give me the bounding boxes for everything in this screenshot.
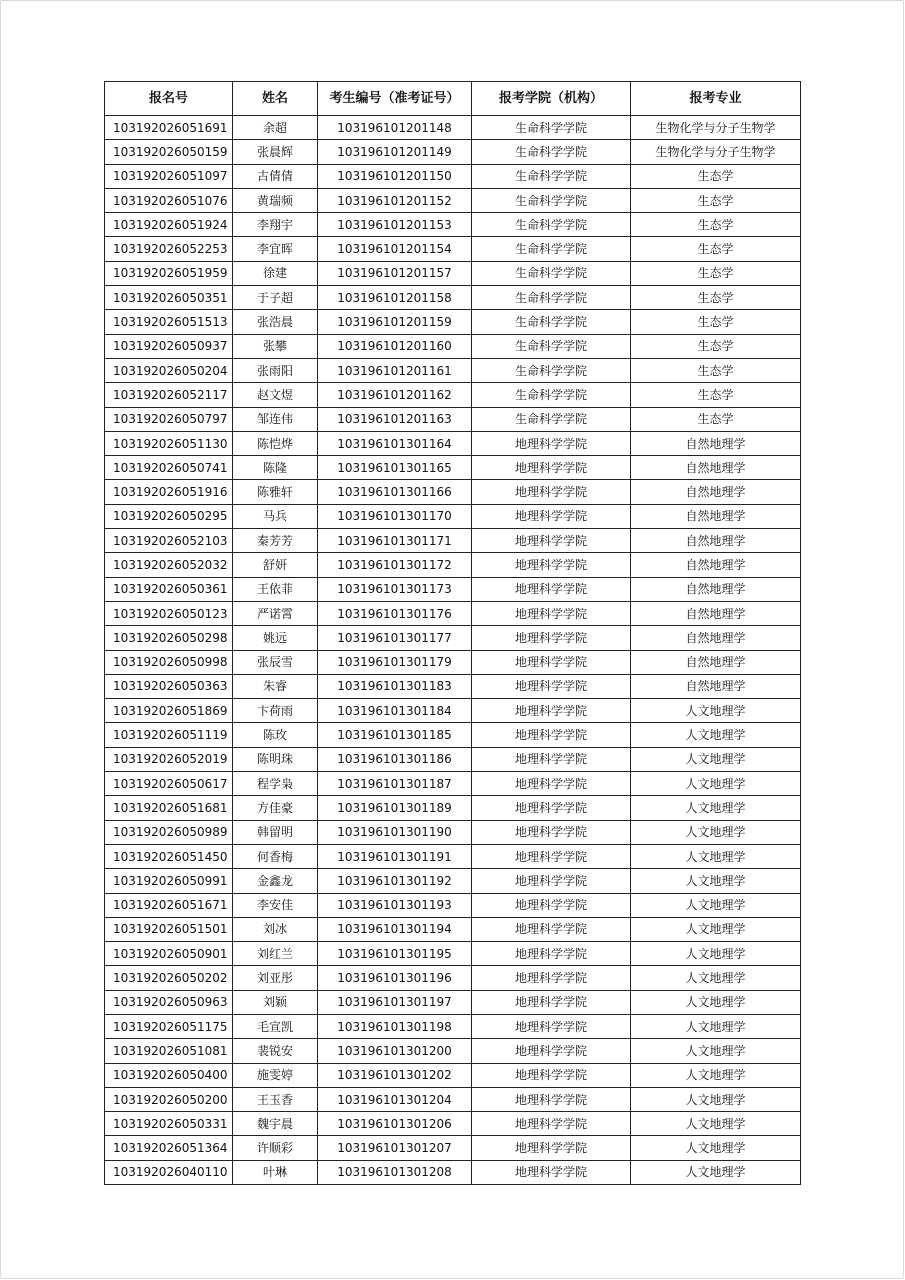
candidate-number-cell: 103196101301171 — [318, 529, 472, 553]
table-row — [105, 310, 801, 334]
candidate-number-cell: 103196101301166 — [318, 480, 472, 504]
registration-number-cell: 103192026051450 — [105, 844, 233, 868]
college-cell: 生命科学学院 — [472, 358, 631, 382]
table-row — [105, 1063, 801, 1087]
registration-number-cell: 103192026050298 — [105, 626, 233, 650]
table-row — [105, 601, 801, 625]
name-cell: 刘冰 — [233, 917, 318, 941]
table-row — [105, 699, 801, 723]
name-cell: 马兵 — [233, 504, 318, 528]
name-cell: 叶琳 — [233, 1160, 318, 1184]
college-cell: 地理科学学院 — [472, 626, 631, 650]
major-cell: 人文地理学 — [631, 1087, 801, 1111]
college-cell: 生命科学学院 — [472, 140, 631, 164]
name-cell: 李翔宇 — [233, 213, 318, 237]
candidate-number-cell: 103196101201159 — [318, 310, 472, 334]
table-row — [105, 480, 801, 504]
table-row — [105, 796, 801, 820]
registration-number-cell: 103192026050202 — [105, 966, 233, 990]
name-cell: 刘颖 — [233, 990, 318, 1014]
candidate-number-cell: 103196101301197 — [318, 990, 472, 1014]
college-cell: 地理科学学院 — [472, 869, 631, 893]
major-cell: 人文地理学 — [631, 1112, 801, 1136]
name-cell: 黄瑞频 — [233, 188, 318, 212]
candidate-number-cell: 103196101301198 — [318, 1014, 472, 1038]
major-cell: 生态学 — [631, 164, 801, 188]
candidate-number-cell: 103196101301189 — [318, 796, 472, 820]
table-row — [105, 261, 801, 285]
table-row — [105, 1112, 801, 1136]
college-cell: 地理科学学院 — [472, 1112, 631, 1136]
candidate-number-cell: 103196101201161 — [318, 358, 472, 382]
college-cell: 地理科学学院 — [472, 456, 631, 480]
college-cell: 地理科学学院 — [472, 674, 631, 698]
name-cell: 古倩倩 — [233, 164, 318, 188]
college-cell: 生命科学学院 — [472, 261, 631, 285]
major-cell: 人文地理学 — [631, 869, 801, 893]
name-cell: 刘亚彤 — [233, 966, 318, 990]
table-row — [105, 1014, 801, 1038]
table-row — [105, 553, 801, 577]
table-body — [105, 116, 801, 1185]
college-cell: 地理科学学院 — [472, 431, 631, 455]
candidate-number-cell: 103196101201149 — [318, 140, 472, 164]
major-cell: 人文地理学 — [631, 699, 801, 723]
admission-roster-table — [104, 81, 801, 1185]
candidate-number-cell: 103196101301187 — [318, 772, 472, 796]
major-cell: 自然地理学 — [631, 456, 801, 480]
header-major: 报考专业 — [631, 82, 801, 116]
candidate-number-cell: 103196101301165 — [318, 456, 472, 480]
college-cell: 地理科学学院 — [472, 504, 631, 528]
table-row — [105, 213, 801, 237]
name-cell: 秦芳芳 — [233, 529, 318, 553]
name-cell: 毛宣凯 — [233, 1014, 318, 1038]
registration-number-cell: 103192026051364 — [105, 1136, 233, 1160]
college-cell: 地理科学学院 — [472, 723, 631, 747]
table-row — [105, 1160, 801, 1184]
name-cell: 徐建 — [233, 261, 318, 285]
college-cell: 地理科学学院 — [472, 1014, 631, 1038]
candidate-number-cell: 103196101201160 — [318, 334, 472, 358]
table-row — [105, 1136, 801, 1160]
major-cell: 自然地理学 — [631, 577, 801, 601]
registration-number-cell: 103192026050901 — [105, 942, 233, 966]
table-row — [105, 820, 801, 844]
major-cell: 自然地理学 — [631, 626, 801, 650]
name-cell: 邹连伟 — [233, 407, 318, 431]
college-cell: 地理科学学院 — [472, 844, 631, 868]
table-row — [105, 990, 801, 1014]
candidate-number-cell: 103196101301193 — [318, 893, 472, 917]
major-cell: 生态学 — [631, 407, 801, 431]
table-row — [105, 917, 801, 941]
name-cell: 施雯婷 — [233, 1063, 318, 1087]
candidate-number-cell: 103196101301170 — [318, 504, 472, 528]
college-cell: 地理科学学院 — [472, 1063, 631, 1087]
table-row — [105, 747, 801, 771]
name-cell: 裴锐安 — [233, 1039, 318, 1063]
registration-number-cell: 103192026051097 — [105, 164, 233, 188]
major-cell: 自然地理学 — [631, 529, 801, 553]
registration-number-cell: 103192026050295 — [105, 504, 233, 528]
candidate-number-cell: 103196101301195 — [318, 942, 472, 966]
candidate-number-cell: 103196101301207 — [318, 1136, 472, 1160]
registration-number-cell: 103192026051924 — [105, 213, 233, 237]
major-cell: 人文地理学 — [631, 1136, 801, 1160]
college-cell: 生命科学学院 — [472, 310, 631, 334]
table-row — [105, 237, 801, 261]
name-cell: 张晨辉 — [233, 140, 318, 164]
registration-number-cell: 103192026050741 — [105, 456, 233, 480]
table-row — [105, 1039, 801, 1063]
registration-number-cell: 103192026050351 — [105, 286, 233, 310]
name-cell: 陈明珠 — [233, 747, 318, 771]
registration-number-cell: 103192026050200 — [105, 1087, 233, 1111]
registration-number-cell: 103192026050400 — [105, 1063, 233, 1087]
table-row — [105, 383, 801, 407]
registration-number-cell: 103192026051916 — [105, 480, 233, 504]
table-row — [105, 942, 801, 966]
candidate-number-cell: 103196101301179 — [318, 650, 472, 674]
table-row — [105, 407, 801, 431]
registration-number-cell: 103192026051081 — [105, 1039, 233, 1063]
candidate-number-cell: 103196101201152 — [318, 188, 472, 212]
header-name: 姓名 — [233, 82, 318, 116]
college-cell: 生命科学学院 — [472, 237, 631, 261]
college-cell: 地理科学学院 — [472, 577, 631, 601]
name-cell: 金鑫龙 — [233, 869, 318, 893]
college-cell: 生命科学学院 — [472, 188, 631, 212]
name-cell: 舒妍 — [233, 553, 318, 577]
registration-number-cell: 103192026052253 — [105, 237, 233, 261]
table-row — [105, 723, 801, 747]
table-row — [105, 577, 801, 601]
table-row — [105, 286, 801, 310]
candidate-number-cell: 103196101301202 — [318, 1063, 472, 1087]
name-cell: 张辰雪 — [233, 650, 318, 674]
college-cell: 地理科学学院 — [472, 796, 631, 820]
college-cell: 生命科学学院 — [472, 334, 631, 358]
registration-number-cell: 103192026052117 — [105, 383, 233, 407]
candidate-number-cell: 103196101201163 — [318, 407, 472, 431]
registration-number-cell: 103192026040110 — [105, 1160, 233, 1184]
college-cell: 地理科学学院 — [472, 529, 631, 553]
table-row — [105, 1087, 801, 1111]
name-cell: 于子超 — [233, 286, 318, 310]
major-cell: 人文地理学 — [631, 1063, 801, 1087]
registration-number-cell: 103192026051130 — [105, 431, 233, 455]
table-header-row — [105, 82, 801, 116]
registration-number-cell: 103192026050204 — [105, 358, 233, 382]
candidate-number-cell: 103196101301173 — [318, 577, 472, 601]
registration-number-cell: 103192026051869 — [105, 699, 233, 723]
college-cell: 生命科学学院 — [472, 213, 631, 237]
candidate-number-cell: 103196101201157 — [318, 261, 472, 285]
name-cell: 姚远 — [233, 626, 318, 650]
name-cell: 卞荷雨 — [233, 699, 318, 723]
major-cell: 人文地理学 — [631, 990, 801, 1014]
major-cell: 人文地理学 — [631, 1014, 801, 1038]
name-cell: 魏宇晨 — [233, 1112, 318, 1136]
table-row — [105, 456, 801, 480]
major-cell: 生物化学与分子生物学 — [631, 140, 801, 164]
registration-number-cell: 103192026050998 — [105, 650, 233, 674]
name-cell: 余超 — [233, 116, 318, 140]
table-row — [105, 164, 801, 188]
table-row — [105, 844, 801, 868]
registration-number-cell: 103192026051959 — [105, 261, 233, 285]
major-cell: 自然地理学 — [631, 553, 801, 577]
candidate-number-cell: 103196101201162 — [318, 383, 472, 407]
table-row — [105, 650, 801, 674]
major-cell: 人文地理学 — [631, 772, 801, 796]
college-cell: 地理科学学院 — [472, 650, 631, 674]
registration-number-cell: 103192026050937 — [105, 334, 233, 358]
registration-number-cell: 103192026052032 — [105, 553, 233, 577]
candidate-number-cell: 103196101201154 — [318, 237, 472, 261]
candidate-number-cell: 103196101201148 — [318, 116, 472, 140]
table-row — [105, 358, 801, 382]
college-cell: 地理科学学院 — [472, 1160, 631, 1184]
major-cell: 生态学 — [631, 237, 801, 261]
name-cell: 赵文煜 — [233, 383, 318, 407]
major-cell: 人文地理学 — [631, 917, 801, 941]
major-cell: 生态学 — [631, 334, 801, 358]
candidate-number-cell: 103196101301196 — [318, 966, 472, 990]
table-row — [105, 869, 801, 893]
college-cell: 地理科学学院 — [472, 601, 631, 625]
candidate-number-cell: 103196101301206 — [318, 1112, 472, 1136]
major-cell: 自然地理学 — [631, 480, 801, 504]
major-cell: 生态学 — [631, 310, 801, 334]
registration-number-cell: 103192026050331 — [105, 1112, 233, 1136]
major-cell: 人文地理学 — [631, 747, 801, 771]
major-cell: 生态学 — [631, 188, 801, 212]
major-cell: 生态学 — [631, 358, 801, 382]
major-cell: 人文地理学 — [631, 723, 801, 747]
name-cell: 陈雅轩 — [233, 480, 318, 504]
registration-number-cell: 103192026050159 — [105, 140, 233, 164]
college-cell: 地理科学学院 — [472, 893, 631, 917]
table-row — [105, 893, 801, 917]
name-cell: 李宜晖 — [233, 237, 318, 261]
table-row — [105, 626, 801, 650]
college-cell: 地理科学学院 — [472, 553, 631, 577]
registration-number-cell: 103192026050963 — [105, 990, 233, 1014]
header-candidate-number: 考生编号（准考证号） — [318, 82, 472, 116]
candidate-number-cell: 103196101301184 — [318, 699, 472, 723]
major-cell: 自然地理学 — [631, 504, 801, 528]
candidate-number-cell: 103196101301192 — [318, 869, 472, 893]
name-cell: 陈恺烨 — [233, 431, 318, 455]
name-cell: 张浩晨 — [233, 310, 318, 334]
registration-number-cell: 103192026050361 — [105, 577, 233, 601]
candidate-number-cell: 103196101301172 — [318, 553, 472, 577]
candidate-number-cell: 103196101301164 — [318, 431, 472, 455]
college-cell: 地理科学学院 — [472, 1039, 631, 1063]
table-row — [105, 140, 801, 164]
college-cell: 生命科学学院 — [472, 407, 631, 431]
name-cell: 刘红兰 — [233, 942, 318, 966]
table-row — [105, 116, 801, 140]
major-cell: 人文地理学 — [631, 966, 801, 990]
table-row — [105, 334, 801, 358]
table-row — [105, 772, 801, 796]
registration-number-cell: 103192026051681 — [105, 796, 233, 820]
registration-number-cell: 103192026051119 — [105, 723, 233, 747]
college-cell: 地理科学学院 — [472, 699, 631, 723]
college-cell: 地理科学学院 — [472, 480, 631, 504]
registration-number-cell: 103192026051175 — [105, 1014, 233, 1038]
candidate-number-cell: 103196101301176 — [318, 601, 472, 625]
major-cell: 生态学 — [631, 213, 801, 237]
candidate-number-cell: 103196101201150 — [318, 164, 472, 188]
candidate-number-cell: 103196101301177 — [318, 626, 472, 650]
registration-number-cell: 103192026050991 — [105, 869, 233, 893]
name-cell: 王依菲 — [233, 577, 318, 601]
candidate-number-cell: 103196101301194 — [318, 917, 472, 941]
name-cell: 陈隆 — [233, 456, 318, 480]
major-cell: 自然地理学 — [631, 674, 801, 698]
table-row — [105, 504, 801, 528]
major-cell: 人文地理学 — [631, 820, 801, 844]
table-row — [105, 529, 801, 553]
registration-number-cell: 103192026050363 — [105, 674, 233, 698]
name-cell: 严诺霄 — [233, 601, 318, 625]
table-row — [105, 431, 801, 455]
college-cell: 生命科学学院 — [472, 383, 631, 407]
name-cell: 程学枭 — [233, 772, 318, 796]
major-cell: 生态学 — [631, 286, 801, 310]
name-cell: 张攀 — [233, 334, 318, 358]
registration-number-cell: 103192026051501 — [105, 917, 233, 941]
college-cell: 生命科学学院 — [472, 116, 631, 140]
college-cell: 地理科学学院 — [472, 990, 631, 1014]
registration-number-cell: 103192026052019 — [105, 747, 233, 771]
major-cell: 自然地理学 — [631, 601, 801, 625]
registration-number-cell: 103192026051691 — [105, 116, 233, 140]
name-cell: 许顺彩 — [233, 1136, 318, 1160]
registration-number-cell: 103192026051513 — [105, 310, 233, 334]
major-cell: 人文地理学 — [631, 893, 801, 917]
registration-number-cell: 103192026050617 — [105, 772, 233, 796]
major-cell: 生态学 — [631, 383, 801, 407]
major-cell: 自然地理学 — [631, 650, 801, 674]
candidate-number-cell: 103196101301186 — [318, 747, 472, 771]
college-cell: 地理科学学院 — [472, 942, 631, 966]
major-cell: 自然地理学 — [631, 431, 801, 455]
college-cell: 地理科学学院 — [472, 772, 631, 796]
major-cell: 人文地理学 — [631, 796, 801, 820]
college-cell: 生命科学学院 — [472, 286, 631, 310]
candidate-number-cell: 103196101301204 — [318, 1087, 472, 1111]
name-cell: 陈玫 — [233, 723, 318, 747]
major-cell: 人文地理学 — [631, 844, 801, 868]
name-cell: 王玉香 — [233, 1087, 318, 1111]
name-cell: 张雨阳 — [233, 358, 318, 382]
registration-number-cell: 103192026050797 — [105, 407, 233, 431]
candidate-number-cell: 103196101301183 — [318, 674, 472, 698]
candidate-number-cell: 103196101301190 — [318, 820, 472, 844]
major-cell: 生物化学与分子生物学 — [631, 116, 801, 140]
major-cell: 生态学 — [631, 261, 801, 285]
college-cell: 生命科学学院 — [472, 164, 631, 188]
registration-number-cell: 103192026052103 — [105, 529, 233, 553]
registration-number-cell: 103192026050123 — [105, 601, 233, 625]
registration-number-cell: 103192026051671 — [105, 893, 233, 917]
name-cell: 韩留明 — [233, 820, 318, 844]
header-college: 报考学院（机构） — [472, 82, 631, 116]
table-row — [105, 966, 801, 990]
major-cell: 人文地理学 — [631, 942, 801, 966]
college-cell: 地理科学学院 — [472, 747, 631, 771]
college-cell: 地理科学学院 — [472, 820, 631, 844]
name-cell: 方佳豪 — [233, 796, 318, 820]
table-row — [105, 188, 801, 212]
major-cell: 人文地理学 — [631, 1039, 801, 1063]
table-row — [105, 674, 801, 698]
candidate-number-cell: 103196101301185 — [318, 723, 472, 747]
college-cell: 地理科学学院 — [472, 917, 631, 941]
college-cell: 地理科学学院 — [472, 1136, 631, 1160]
college-cell: 地理科学学院 — [472, 1087, 631, 1111]
candidate-number-cell: 103196101201158 — [318, 286, 472, 310]
name-cell: 朱睿 — [233, 674, 318, 698]
candidate-number-cell: 103196101201153 — [318, 213, 472, 237]
candidate-number-cell: 103196101301200 — [318, 1039, 472, 1063]
name-cell: 何香梅 — [233, 844, 318, 868]
registration-number-cell: 103192026050989 — [105, 820, 233, 844]
college-cell: 地理科学学院 — [472, 966, 631, 990]
header-registration-number: 报名号 — [105, 82, 233, 116]
major-cell: 人文地理学 — [631, 1160, 801, 1184]
name-cell: 李安佳 — [233, 893, 318, 917]
candidate-number-cell: 103196101301191 — [318, 844, 472, 868]
registration-number-cell: 103192026051076 — [105, 188, 233, 212]
candidate-number-cell: 103196101301208 — [318, 1160, 472, 1184]
